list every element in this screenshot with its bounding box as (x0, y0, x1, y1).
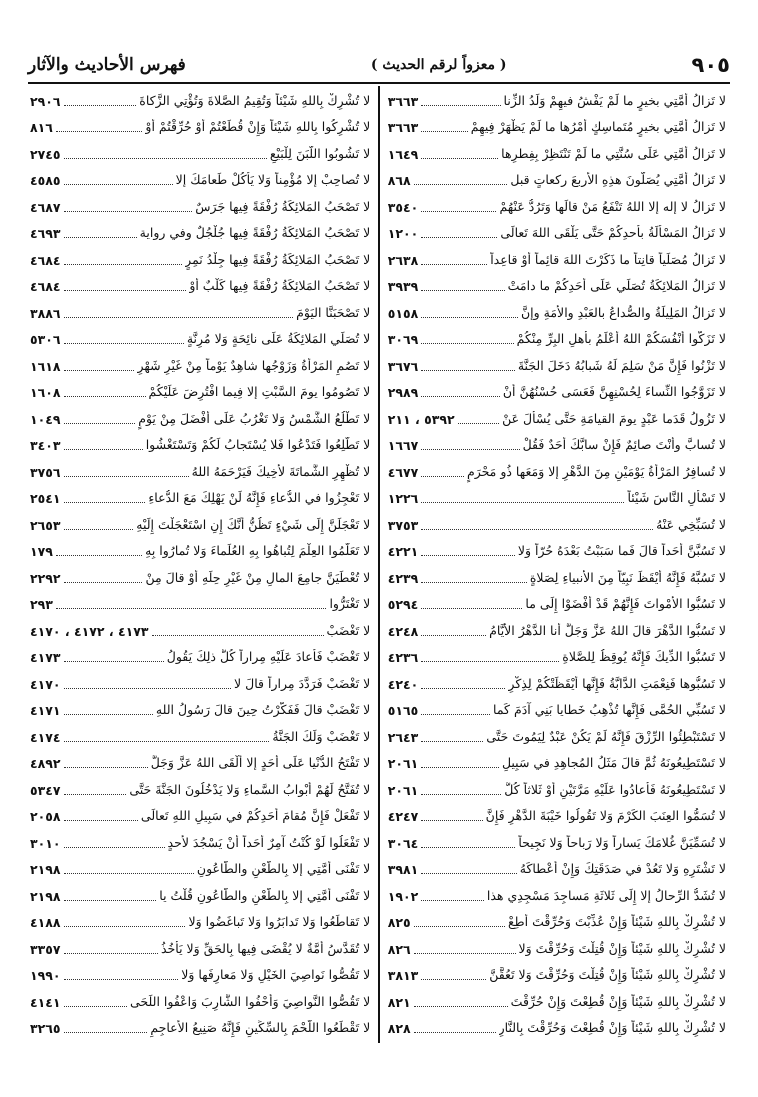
leader-dots (64, 476, 189, 477)
leader-dots (64, 529, 134, 530)
hadith-text: لا تَسْتَبْطِئُوا الرِّزْقَ فَإِنَّهُ لَمْ يَكُنْ عَبْدٌ لِيَمُوتَ حَتَّى (486, 728, 726, 744)
index-entry (30, 113, 370, 140)
hadith-number: ٣٧٥٦ (30, 464, 61, 480)
index-entry (30, 563, 370, 590)
index-entry (30, 722, 370, 749)
leader-dots (414, 1032, 496, 1033)
leader-dots (421, 741, 483, 742)
index-entry (388, 828, 726, 855)
index-entry (388, 510, 726, 537)
hadith-number: ٣٠٦٤ (387, 835, 419, 851)
hadith-number: ٤٦٨٤ (30, 279, 61, 294)
hadith-text: لا تَسُبَّنَّ أَحَداً قالَ فَما سَبَبْتُ بَعْدَهُ حُرّاً وَلا (517, 543, 726, 558)
leader-dots (64, 847, 165, 848)
page-subtitle: ( معزواً لرقم الحديث ) (370, 57, 507, 73)
leader-dots (421, 979, 486, 980)
index-entry (30, 590, 370, 617)
hadith-text: لا تَسُبِّي الحُمَّى فَإِنَّها تُذْهِبُ خَطايا بَنِي آدَمَ كَما (493, 702, 726, 717)
hadith-text: لا تُقَدَّسُ أُمَّةٌ لا يُقْضَى فِيها بِالحَقِّ وَلا يَأْخُذُ (161, 940, 371, 956)
leader-dots (64, 926, 186, 927)
hadith-text: لا تُشْرِكُوا بِاللهِ شَيْئاً وَإِنْ قُطِّعْتُمْ أَوْ حُرِّقْتُمْ أَوْ (145, 119, 371, 134)
index-entry (388, 272, 726, 299)
hadith-text: لا تَغْتَرُّوا (329, 596, 371, 611)
hadith-number: ٤١٤١ (30, 994, 61, 1010)
index-entry (30, 908, 370, 935)
hadith-number: ٤٢٤٠ (387, 676, 419, 692)
hadith-number: ٣٦٧٦ (387, 358, 419, 374)
hadith-text: لا تُظْهِرِ الشَّماتَةَ لأَخِيكَ فَيَرْحَمَهُ اللهُ (191, 463, 371, 479)
leader-dots (421, 714, 490, 715)
index-entry (388, 404, 726, 431)
leader-dots (458, 423, 499, 424)
leader-dots (421, 794, 501, 795)
hadith-text: لا تَصْحَبُ المَلائِكَةُ رُفْقَةً فِيها جِلْدُ نَمِرٍ (185, 251, 371, 267)
hadith-text: لا تَفْتَحُ الدُّنْيا عَلَى أَحَدٍ إلا أَلْقَى اللهُ عَزَّ وَجَلَّ (150, 755, 371, 770)
leader-dots (64, 794, 127, 795)
leader-dots (64, 688, 232, 689)
hadith-text: لا تَقُصُّوا نَواصِيَ الخَيْلِ وَلا مَعارِفَها وَلا (181, 967, 371, 982)
hadith-text: لا تَفْعَلُوا لَوْ كُنْتُ آمِرٌ أَحَداً أَنْ يَسْجُدَ لأحدٍ (167, 834, 371, 850)
index-entry (388, 166, 726, 193)
index-entry (30, 1014, 370, 1041)
hadith-number: ٣٥٤٠ (387, 199, 419, 215)
hadith-number: ٤٢٤٧ (387, 809, 419, 824)
hadith-number: ٤٦٧٧ (387, 464, 419, 480)
leader-dots (421, 264, 487, 265)
hadith-text: لا تُشْرِكْ بِاللهِ شَيْئاً وَإِنْ قُطِعْتَ وَحُرِّقْتَ بِالنَّارِ (498, 1020, 726, 1035)
hadith-text: لا تَشْتَرِهِ وَلا تَعُدْ في صَدَقَتِكَ وَإِنْ أَعْطاكَهُ (519, 861, 726, 876)
hadith-text: لا تُشَدُّ الرِّحالُ إلا إِلَى ثَلاثَةِ مَساجِدَ مَسْجِدِي هذا (486, 887, 726, 903)
leader-dots (414, 184, 508, 185)
index-entry (388, 643, 726, 670)
index-columns (28, 86, 730, 1043)
hadith-number: ٤٢٢١ (387, 544, 419, 559)
leader-dots (64, 873, 194, 874)
index-entry (388, 669, 726, 696)
hadith-number: ١٢٠٠ (387, 226, 419, 241)
hadith-number: ٢٠٦١ (387, 782, 419, 798)
hadith-text: لا تُشْرِكْ بِاللهِ شَيْئاً وَتُقِيمُ الصَّلاةَ وَتُؤْتِي الزَّكاةَ (139, 92, 371, 108)
index-entry (388, 987, 726, 1014)
hadith-text: لا تَفْعَلْ فَإِنَّ مُقامَ أَحَدِكُمْ في سَبِيلِ اللهِ تَعالَى (140, 808, 371, 823)
leader-dots (64, 158, 267, 159)
leader-dots (421, 396, 500, 397)
hadith-number: ٤٦٨٤ (30, 252, 61, 268)
index-entry (30, 669, 370, 696)
index-entry (388, 113, 726, 140)
leader-dots (64, 184, 173, 185)
hadith-text: لا تَقاطَعُوا وَلا تَدابَرُوا وَلا تَباغَضُوا وَلا (188, 914, 371, 929)
hadith-number: ٨١٦ (30, 120, 53, 135)
hadith-text: لا تَغْضَبْ فَرَدَّدَ مِراراً قالَ لا (234, 675, 371, 691)
index-entry (388, 219, 726, 246)
hadith-number: ٣٨١٣ (387, 968, 419, 983)
index-entry (388, 616, 726, 643)
leader-dots (421, 635, 486, 636)
index-entry (30, 987, 370, 1014)
leader-dots (421, 237, 497, 238)
index-entry (388, 378, 726, 405)
leader-dots (414, 953, 516, 954)
hadith-number: ٥٣٠٦ (30, 332, 61, 347)
hadith-number: ١٢٢٦ (387, 491, 419, 506)
index-entry (30, 484, 370, 511)
index-entry (388, 563, 726, 590)
index-entry (30, 298, 370, 325)
hadith-text: لا تَغْضَبْ (326, 622, 371, 638)
index-entry (388, 245, 726, 272)
hadith-number: ٣٧٥٣ (387, 517, 419, 533)
hadith-text: لا تَزالُ أُمَّتِي بخيرٍ ما لَمْ يَفْشُ فيهِمْ وَلَدُ الزِّنا (503, 92, 726, 108)
hadith-text: لا تَسْتَطِيعُونَهُ فَأَعادُوا عَلَيْهِ مَرَّتَيْنِ أَوْ ثَلاثاً كُلُّ (504, 781, 726, 797)
hadith-number: ٢٩٨٩ (387, 385, 419, 400)
hadith-number: ٣٩٨١ (387, 862, 419, 877)
leader-dots (56, 131, 143, 132)
hadith-number: ١٦٦٧ (387, 438, 419, 453)
hadith-text: لا تَسُبُّوا الدِّيكَ فَإِنَّهُ يُوقِظُ لِلصَّلاةِ (562, 649, 726, 664)
hadith-number: ٤١٧٣ ، ٤١٧٢ ، ٤١٧٠ (30, 623, 149, 639)
index-entry (30, 537, 370, 564)
leader-dots (421, 370, 515, 371)
index-entry (30, 219, 370, 246)
hadith-text: لا تَصُومُوا يومَ السَّبْتِ إلا فِيما افْتُرِضَ عَلَيْكُمْ (148, 384, 371, 399)
index-entry (388, 192, 726, 219)
index-entry (388, 590, 726, 617)
hadith-number: ٤١٧٠ (30, 676, 61, 692)
hadith-text: لا تَزالُ أُمَّتِي يُصَلُّونَ هذِهِ الأربعَ ركعاتٍ قبل (510, 172, 726, 187)
hadith-text: لا تَصْحَبُ المَلائِكَةُ رُفْقَةً فِيها جُلْجُلٌ وفي رواية (139, 225, 371, 240)
leader-dots (421, 211, 496, 212)
hadith-text: لا تَفْنَى أُمَّتِي إلا بِالطَّعْنِ والطَّاعُونِ قُلْتُ يا (159, 887, 371, 903)
leader-dots (64, 317, 294, 318)
leader-dots (64, 449, 143, 450)
leader-dots (421, 608, 522, 609)
hadith-text: لا تَصْحَبُ المَلائِكَةُ رُفْقَةً فِيها كَلْبٌ أَوْ (189, 278, 371, 293)
leader-dots (64, 1032, 148, 1033)
hadith-number: ١٦٤٩ (387, 146, 419, 162)
hadith-number: ٨٢٦ (387, 941, 411, 957)
hadith-text: لا تَغْضَبْ فَأَعادَ عَلَيْهِ مِراراً كُلُّ ذلِكَ يَقُولُ (166, 649, 371, 664)
column-divider (378, 86, 380, 1043)
hadith-text: لا تَصْحَبُ المَلائِكَةُ رُفْقَةً فِيها جَرَسٌ (195, 198, 371, 214)
hadith-number: ٥١٦٥ (387, 703, 419, 718)
hadith-text: لا تُسَمِّيَنَّ غُلامَكَ يَساراً وَلا رَباحاً وَلا نَجِيحاً (518, 834, 726, 850)
index-entry (30, 961, 370, 988)
hadith-text: لا تَصُمِ المَرْأَةُ وَزَوْجُها شاهِدٌ يَوْماً مِنْ غَيْرِ شَهْرِ (137, 357, 371, 373)
index-entry (30, 828, 370, 855)
hadith-number: ٣٦٦٣ (387, 120, 419, 135)
hadith-number: ٣٦٦٣ (387, 93, 419, 109)
hadith-number: ٢٦٥٣ (30, 517, 61, 533)
hadith-number: ٢٦٤٣ (387, 729, 419, 745)
hadith-text: لا تَفْنَى أُمَّتِي إلا بِالطَّعْنِ والطَّاعُونِ (196, 861, 371, 876)
hadith-text: لا تَطَّلِعُوا فَتَدْعُوا فَلا يُسْتَجابُ لَكُمْ وَتَسْتَغْشُوا (145, 437, 371, 452)
leader-dots (421, 476, 464, 477)
hadith-number: ٣٨٨٦ (30, 305, 61, 321)
index-entry (30, 351, 370, 378)
hadith-text: لا تُشْرِكْ بِاللهِ شَيْئاً وَإِنْ قُطِعْتَ وَإِنْ حُرِّقْتَ (510, 993, 726, 1009)
leader-dots (421, 688, 505, 689)
page-number: ٩٠٥ (691, 53, 730, 77)
left-column (28, 86, 378, 1043)
hadith-text: لا تَزالُ أُمَّتِي عَلَى سُنَّتِي ما لَمْ تَنْتَظِرْ بِفِطرِها (501, 145, 726, 161)
hadith-number: ٤٦٨٧ (30, 199, 61, 215)
hadith-text: لا تَعْجَلَنَّ إِلَى شَيْءٍ تَظُنُّ أَنَّكَ إِنِ اسْتَعْجَلْتَ إِلَيْهِ (136, 516, 371, 532)
hadith-number: ٤٥٨٥ (30, 173, 61, 188)
index-entry (388, 139, 726, 166)
leader-dots (421, 502, 624, 503)
leader-dots (64, 979, 179, 980)
hadith-text: لا تَزالُ المَلِيلَةُ والصُّداعُ بالعَبْدِ والأَمَةِ وإنَّ (521, 304, 726, 320)
hadith-number: ٢٢٩٢ (30, 570, 61, 586)
hadith-text: لا تَزُولُ قَدَما عَبْدٍ يومَ القيامَةِ حَتَّى يُسْأَلَ عَنْ (502, 410, 726, 426)
hadith-number: ٣٠٦٩ (387, 332, 419, 347)
leader-dots (421, 661, 559, 662)
hadith-number: ٤٨٩٢ (30, 756, 61, 771)
hadith-number: ٥٢٩٤ (387, 597, 419, 612)
index-entry (388, 722, 726, 749)
leader-dots (421, 900, 484, 901)
hadith-text: لا تَصْحَبَنَّا اليَوْمَ (296, 304, 371, 320)
hadith-text: لا تَزَكُّوا أَنْفُسَكُمْ اللهُ أَعْلَمُ بأهلِ البِرِّ مِنْكُمْ (516, 331, 726, 346)
hadith-text: لا تُشْرِكْ بِاللهِ شَيْئاً وَإِنْ قُتِلْتَ وَحُرِّقْتَ وَلا (518, 940, 726, 956)
hadith-text: لا تُشْرِكْ بِاللهِ شَيْئاً وَإِنْ عُذِّبْتَ وَحُرِّقْتَ أَطِعْ (508, 914, 726, 929)
hadith-text: لا تَشُوبُوا اللَّبَنَ لِلْبَيْعِ (269, 145, 371, 161)
hadith-number: ٢٠٥٨ (30, 809, 61, 824)
leader-dots (64, 423, 136, 424)
hadith-number: ١٧٩ (30, 544, 53, 559)
leader-dots (421, 820, 482, 821)
leader-dots (64, 900, 157, 901)
index-entry (388, 484, 726, 511)
leader-dots (56, 555, 142, 556)
right-column (380, 86, 730, 1043)
hadith-text: لا تَزالُ أُمَّتِي بخيرٍ مُتَماسِكٍ أَمْرُها ما لَمْ يَظْهَرْ فِيهِمْ (470, 119, 726, 134)
index-entry (388, 696, 726, 723)
leader-dots (152, 635, 324, 636)
hadith-number: ٨٢٥ (387, 915, 411, 930)
index-entry (388, 431, 726, 458)
hadith-number: ٤١٧٣ (30, 650, 61, 665)
index-entry (30, 139, 370, 166)
leader-dots (64, 767, 148, 768)
index-entry (388, 1014, 726, 1041)
index-entry (30, 245, 370, 272)
hadith-number: ٢٦٣٨ (387, 252, 419, 268)
index-entry (30, 881, 370, 908)
hadith-text: لا تُسَبِّخِي عَنْهُ (656, 516, 726, 532)
leader-dots (64, 370, 135, 371)
index-entry (30, 431, 370, 458)
hadith-number: ٨٢١ (387, 994, 411, 1010)
index-entry (388, 855, 726, 882)
hadith-text: لا تَعَلَّمُوا العِلْمَ لِتُباهُوا بِهِ العُلَماءَ وَلا تُمارُوا بِهِ (145, 543, 371, 558)
hadith-number: ٣٢٦٥ (30, 1021, 61, 1036)
index-entry (388, 325, 726, 352)
hadith-number: ٨٦٨ (387, 173, 411, 188)
hadith-number: ٥١٥٨ (387, 305, 419, 321)
hadith-number: ٢٧٤٥ (30, 146, 61, 162)
hadith-text: لا تَزالُ مُصَلِّياً قانِتاً ما ذَكَرْتَ اللهَ قائِماً أَوْ قاعِداً (490, 251, 726, 267)
leader-dots (64, 264, 183, 265)
hadith-text: لا تُسافِرُ المَرْأَةُ يَوْمَيْنِ مِنَ الدَّهْرِ إلا وَمَعَها ذُو مَحْرَمٍ (466, 463, 726, 479)
hadith-number: ٣٣٥٧ (30, 941, 61, 957)
hadith-text: لا تَزَوَّجُوا النِّساءَ لِحُسْنِهِنَّ فَعَسَى حُسْنُهُنَّ أَنْ (502, 384, 726, 399)
leader-dots (421, 873, 517, 874)
leader-dots (421, 767, 499, 768)
index-entry (388, 908, 726, 935)
leader-dots (64, 343, 184, 344)
hadith-number: ٢١٩٨ (30, 888, 61, 904)
hadith-text: لا تُشْرِكْ بِاللهِ شَيْئاً وَإِنْ قُتِلْتَ وَحُرِّقْتَ وَلا تَعُقَّنَّ (489, 967, 726, 982)
leader-dots (421, 317, 518, 318)
hadith-number: ٤٢٣٩ (387, 570, 419, 586)
hadith-text: لا تَزالُ لا إله إلا اللهُ تَنْفَعُ مَنْ قالَها وَتَرُدُّ عَنْهُمْ (499, 198, 726, 214)
leader-dots (421, 158, 498, 159)
index-entry (30, 616, 370, 643)
hadith-text: لا تَسُبُّوا الدَّهْرَ قالَ اللهُ عَزَّ وَجَلَّ أَنا الدَّهْرُ الأَيَّامُ (489, 622, 726, 638)
leader-dots (421, 555, 515, 556)
index-entry (388, 961, 726, 988)
index-entry (388, 351, 726, 378)
index-entry (388, 298, 726, 325)
index-entry (388, 537, 726, 564)
index-entry (30, 934, 370, 961)
hadith-text: لا تَسْأَلِ النَّاسَ شَيْئاً (627, 490, 726, 505)
hadith-text: لا تُعْطَيَنَّ جامِعَ المالِ مِنْ غَيْرِ حِلِّهِ أَوْ قالَ مِنْ (145, 569, 371, 585)
index-entry (30, 166, 370, 193)
leader-dots (414, 1006, 508, 1007)
index-entry (30, 457, 370, 484)
leader-dots (56, 608, 327, 609)
hadith-number: ٥٣٤٧ (30, 782, 61, 798)
hadith-number: ٥٣٩٢ ، ٢١١ (387, 411, 455, 427)
index-entry (30, 86, 370, 113)
index-entry (30, 510, 370, 537)
index-entry (388, 775, 726, 802)
leader-dots (64, 105, 137, 106)
leader-dots (421, 290, 504, 291)
hadith-number: ١٩٠٢ (387, 888, 419, 904)
hadith-number: ٤١٧١ (30, 703, 61, 718)
hadith-number: ٤٦٩٣ (30, 226, 61, 241)
leader-dots (64, 582, 143, 583)
index-entry (30, 192, 370, 219)
index-entry (388, 881, 726, 908)
page-title: فهرس الأحاديث والآثار (28, 55, 186, 75)
leader-dots (64, 714, 153, 715)
hadith-text: لا تَقُصُّوا النَّواصِيَ وَأَحْفُوا الشَّارِبَ وَاعْفُوا اللِّحَى (130, 993, 371, 1009)
index-entry (388, 749, 726, 776)
index-entry (30, 325, 370, 352)
hadith-text: لا تَطْلُعُ الشَّمْسُ وَلا تَغْرُبُ عَلَى أَفْضَلَ مِنْ يَوْمٍ (138, 410, 371, 426)
index-entry (388, 86, 726, 113)
hadith-text: لا تُصَلِّي المَلائِكَةُ عَلَى نائِحَةٍ وَلا مُرِنَّةٍ (186, 331, 371, 346)
leader-dots (64, 237, 137, 238)
leader-dots (64, 741, 270, 742)
hadith-number: ١٩٩٠ (30, 968, 61, 983)
leader-dots (64, 661, 164, 662)
index-entry (30, 749, 370, 776)
hadith-number: ١٦١٨ (30, 358, 61, 374)
hadith-number: ٣٩٣٩ (387, 279, 419, 294)
hadith-number: ٣٠١٠ (30, 835, 61, 851)
hadith-number: ٤١٧٤ (30, 729, 61, 745)
index-entry (30, 696, 370, 723)
page-header (28, 48, 730, 84)
hadith-number: ١٦٠٨ (30, 385, 61, 400)
hadith-number: ٢٥٤١ (30, 491, 61, 506)
leader-dots (64, 953, 158, 954)
hadith-text: لا تَقْطَعُوا اللَّحْمَ بِالسِّكِّينِ فَإِنَّهُ صَنِيعُ الأَعاجِمِ (150, 1020, 371, 1035)
leader-dots (421, 582, 527, 583)
hadith-text: لا تَسُبَّهُ فَإِنَّهُ أَيْقَظَ نَبِيّاً مِنَ الأنبياءِ لِصَلاةٍ (529, 569, 726, 585)
index-entry (30, 378, 370, 405)
index-entry (388, 802, 726, 829)
leader-dots (64, 290, 187, 291)
leader-dots (64, 1006, 127, 1007)
index-entry (30, 643, 370, 670)
index-entry (30, 802, 370, 829)
hadith-number: ٤٢٣٦ (387, 650, 419, 665)
hadith-text: لا تُسَمُّوا العِنَبَ الكَرْمَ وَلا تَقُولُوا خَيْبَةَ الدَّهْرِ فَإِنَّ (485, 808, 726, 823)
leader-dots (64, 502, 146, 503)
hadith-text: لا تَغْضَبْ وَلَكَ الجَنَّةُ (272, 728, 371, 744)
hadith-text: لا تَسْتَطِيعُونَهُ ثُمَّ قالَ مَثَلُ المُجاهِدِ في سَبِيلِ (501, 755, 726, 770)
index-entry (30, 855, 370, 882)
hadith-number: ٣٤٠٣ (30, 438, 61, 453)
hadith-text: لا تَعْجِزُوا في الدُّعاءِ فَإِنَّهُ لَنْ يَهْلِكَ مَعَ الدُّعاءِ (148, 490, 371, 505)
hadith-text: لا تَزالُ المَسْأَلَةُ بأحدِكُمْ حَتَّى يَلْقَى اللهَ تَعالَى (500, 225, 726, 240)
leader-dots (414, 926, 505, 927)
leader-dots (421, 847, 515, 848)
hadith-text: لا تُفَتَّحُ لَهُمْ أَبْوابُ السَّماءِ وَلا يَدْخُلُونَ الجَنَّةَ حَتَّى (129, 781, 371, 797)
hadith-number: ٤٢٤٨ (387, 623, 419, 639)
hadith-text: لا تَزْنُوا فَإِنَّ مَنْ سَلِمَ لَهُ شَبابُهُ دَخَلَ الجَنَّةَ (517, 357, 726, 373)
leader-dots (421, 449, 519, 450)
leader-dots (421, 529, 653, 530)
hadith-text: لا تَسُبُّوها فَنِعْمَتِ الدَّابَّةُ فَإِنَّها أَيْقَظَتْكُمْ لِذِكْرِ (508, 675, 726, 691)
hadith-number: ٤١٨٨ (30, 915, 61, 930)
hadith-number: ١٠٤٩ (30, 411, 61, 427)
hadith-text: لا تُصاحِبْ إلا مُؤْمِناً وَلا يَأْكُلْ طَعامَكَ إلا (175, 172, 371, 187)
leader-dots (64, 211, 193, 212)
leader-dots (64, 396, 146, 397)
hadith-number: ٢٩٣ (30, 597, 53, 612)
hadith-text: لا تُسابَّ وأَنْتَ صائِمٌ فَإِنْ سابَّكَ أَحَدٌ فَقُلْ (522, 437, 726, 452)
index-entry (30, 272, 370, 299)
index-entry (30, 775, 370, 802)
leader-dots (421, 343, 513, 344)
hadith-number: ٢٠٦١ (387, 756, 419, 771)
index-entry (388, 457, 726, 484)
hadith-text: لا تَغْضَبْ قالَ فَفَكَّرْتُ حِينَ قالَ رَسُولُ اللهِ (155, 702, 371, 717)
leader-dots (64, 820, 138, 821)
hadith-text: لا تَزالُ المَلائِكَةُ تُصَلِّي عَلَى أَحَدِكُمْ ما دامَتْ (507, 278, 726, 293)
index-entry (388, 934, 726, 961)
hadith-number: ٢٩٠٦ (30, 93, 61, 109)
index-entry (30, 404, 370, 431)
hadith-number: ٢١٩٨ (30, 862, 61, 877)
hadith-number: ٨٢٨ (387, 1021, 411, 1036)
leader-dots (421, 105, 500, 106)
leader-dots (421, 131, 467, 132)
hadith-text: لا تَسُبُّوا الأَمْواتَ فَإِنَّهُمْ قَدْ أَفْضَوْا إِلَى ما (525, 596, 726, 611)
